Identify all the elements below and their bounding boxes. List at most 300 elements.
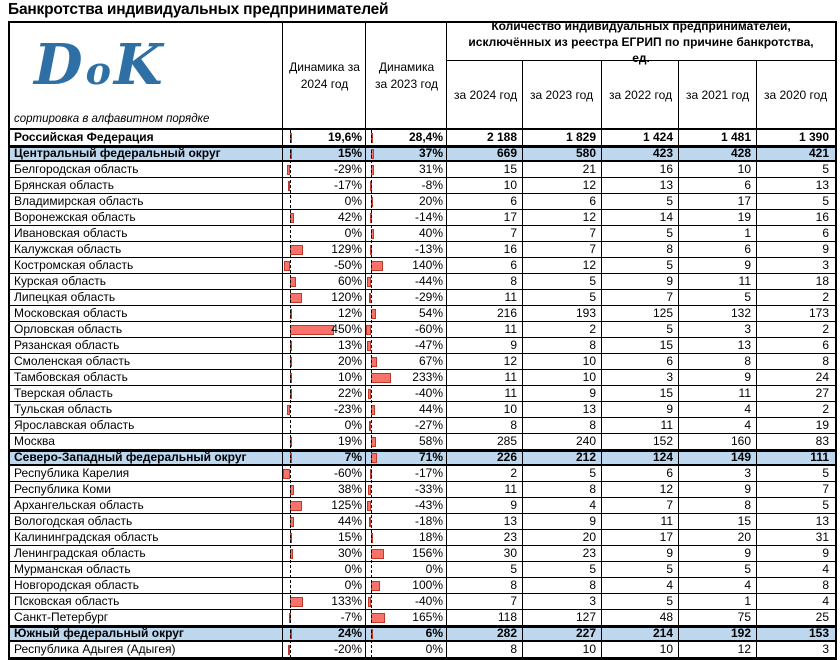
- count-2022-cell: 5: [602, 258, 679, 274]
- count-2021-cell: 5: [679, 562, 757, 578]
- count-2024-cell: 11: [447, 386, 523, 402]
- dynamics-2023-cell: [366, 370, 447, 386]
- dynamics-2024-cell: [283, 562, 366, 578]
- dynamics-value: -40%: [414, 594, 443, 608]
- table-row: [10, 482, 835, 498]
- dynamics-2023-cell: [366, 146, 447, 162]
- count-2022-cell: 10: [602, 642, 679, 658]
- count-2022-cell: 124: [602, 450, 679, 466]
- dynamics-value: -13%: [414, 242, 443, 256]
- dynamics-value: 0%: [344, 194, 362, 208]
- count-2020-cell: 7: [822, 482, 829, 496]
- logo-letter: D: [34, 32, 86, 98]
- dynamics-2024-cell: [283, 546, 366, 562]
- dynamics-value: 44%: [418, 402, 443, 416]
- dynamics-2024-cell: [283, 226, 366, 242]
- dynamics-2023-cell: [366, 402, 447, 418]
- count-2020-cell: 2: [822, 322, 829, 336]
- count-2020-cell: 19: [815, 418, 829, 432]
- dynamics-2023-cell: [366, 578, 447, 594]
- dynamics-2023-cell: [366, 546, 447, 562]
- count-2022-cell: 48: [602, 610, 679, 626]
- count-2021-cell: 8: [679, 354, 757, 370]
- count-2024-cell: 11: [447, 322, 523, 338]
- dynamics-2024-cell: [283, 258, 366, 274]
- region-name-cell: Санкт-Петербург: [10, 610, 283, 626]
- dynamics-2024-cell: [283, 642, 366, 658]
- region-name-cell: Владимирская область: [10, 194, 283, 210]
- logo-letter: o: [85, 48, 114, 93]
- dynamics-value: 0%: [344, 226, 362, 240]
- dynamics-2024-header: Динамика за 2024 год: [283, 23, 366, 128]
- count-2022-cell: 5: [602, 594, 679, 610]
- count-2023-cell: 5: [523, 562, 602, 578]
- dynamics-value: -29%: [414, 290, 443, 304]
- dynamics-2023-cell: [366, 178, 447, 194]
- region-name-cell: Брянская область: [10, 178, 283, 194]
- table-row: [10, 402, 835, 418]
- count-2023-cell: 12: [523, 178, 602, 194]
- table-header: [10, 18, 835, 128]
- count-2024-cell: 30: [447, 546, 523, 562]
- count-2021-cell: 9: [679, 370, 757, 386]
- table-row: [10, 498, 835, 514]
- region-name-cell: Смоленская область: [10, 354, 283, 370]
- count-2021-cell: 3: [679, 466, 757, 482]
- count-2020-cell: 3: [822, 642, 829, 656]
- dynamics-value: -29%: [333, 162, 362, 176]
- table-row: [10, 626, 835, 642]
- dynamics-value: -27%: [414, 418, 443, 432]
- table-row: [10, 146, 835, 162]
- region-name-cell: Калининградская область: [10, 530, 283, 546]
- dynamics-value: 7%: [344, 450, 362, 464]
- dynamics-value: 156%: [412, 546, 443, 560]
- count-2024-cell: 8: [447, 578, 523, 594]
- dynamics-2023-cell: [366, 418, 447, 434]
- region-name-cell: Орловская область: [10, 322, 283, 338]
- count-2021-cell: 20: [679, 530, 757, 546]
- count-2021-cell: 11: [679, 386, 757, 402]
- dynamics-value: 40%: [418, 226, 443, 240]
- dynamics-2024-cell: [283, 530, 366, 546]
- dynamics-2023-cell: [366, 594, 447, 610]
- dynamics-2024-cell: [283, 594, 366, 610]
- table-row: [10, 258, 835, 274]
- count-2022-cell: 12: [602, 482, 679, 498]
- dynamics-2024-cell: [283, 338, 366, 354]
- count-2021-cell: 4: [679, 418, 757, 434]
- count-2021-cell: 8: [679, 498, 757, 514]
- count-2021-cell: 6: [679, 242, 757, 258]
- table-row: [10, 562, 835, 578]
- count-2023-cell: 9: [523, 386, 602, 402]
- dynamics-2024-cell: [283, 162, 366, 178]
- region-name-cell: Калужская область: [10, 242, 283, 258]
- table-row: [10, 338, 835, 354]
- dynamics-2024-cell: [283, 514, 366, 530]
- region-name-cell: Воронежская область: [10, 210, 283, 226]
- count-2022-cell: 1 424: [602, 130, 679, 146]
- region-name-cell: Псковская область: [10, 594, 283, 610]
- dynamics-value: 15%: [337, 530, 362, 544]
- region-name-cell: Рязанская область: [10, 338, 283, 354]
- count-2023-cell: 240: [523, 434, 602, 450]
- count-2022-cell: 16: [602, 162, 679, 178]
- dynamics-bar: [290, 245, 303, 255]
- dynamics-2023-cell: [366, 338, 447, 354]
- dynamics-2023-cell: [366, 498, 447, 514]
- count-2022-cell: 5: [602, 562, 679, 578]
- year-col-header-2022: за 2022 год: [602, 61, 679, 128]
- dynamics-2023-header: Динамика за 2023 год: [366, 23, 447, 128]
- dynamics-value: 19,6%: [327, 130, 362, 144]
- region-name-cell: Северо-Западный федеральный округ: [10, 450, 283, 466]
- logo-cell: [10, 23, 283, 128]
- dynamics-2023-cell: [366, 514, 447, 530]
- dynamics-2024-cell: [283, 482, 366, 498]
- dynamics-value: 31%: [418, 162, 443, 176]
- dynamics-value: -7%: [340, 610, 362, 624]
- count-2020-cell: 24: [815, 370, 829, 384]
- dynamics-value: 28,4%: [408, 130, 443, 144]
- year-col-header-2021: за 2021 год: [679, 61, 757, 128]
- count-2021-cell: 10: [679, 162, 757, 178]
- count-2022-cell: 8: [602, 242, 679, 258]
- dynamics-value: 6%: [425, 626, 443, 640]
- table-row: [10, 306, 835, 322]
- bankruptcy-table: [8, 18, 837, 660]
- dynamics-2024-cell: [283, 450, 366, 466]
- dynamics-bar: [371, 549, 384, 559]
- logo-letter: K: [113, 32, 166, 98]
- dynamics-value: 12%: [337, 306, 362, 320]
- count-2021-cell: 13: [679, 338, 757, 354]
- count-2020-cell: 27: [815, 386, 829, 400]
- table-body: [10, 128, 835, 658]
- count-2024-cell: 2: [447, 466, 523, 482]
- table-row: [10, 610, 835, 626]
- table-row: [10, 418, 835, 434]
- dynamics-2024-cell: [283, 194, 366, 210]
- dynamics-value: -8%: [421, 178, 443, 192]
- count-2023-cell: 1 829: [523, 130, 602, 146]
- count-2024-cell: 7: [447, 226, 523, 242]
- dynamics-value: 20%: [418, 194, 443, 208]
- count-2020-cell: 111: [810, 450, 829, 464]
- count-2020-cell: 18: [815, 274, 829, 288]
- count-2024-cell: 9: [447, 338, 523, 354]
- dynamics-2023-cell: [366, 482, 447, 498]
- count-2022-cell: 15: [602, 386, 679, 402]
- dynamics-2024-cell: [283, 130, 366, 146]
- count-2020-cell: 5: [822, 466, 829, 480]
- count-2023-cell: 8: [523, 482, 602, 498]
- count-2020-cell: 6: [822, 338, 829, 352]
- dynamics-2023-cell: [366, 610, 447, 626]
- count-2022-cell: 11: [602, 418, 679, 434]
- region-name-cell: Костромская область: [10, 258, 283, 274]
- dynamics-value: 19%: [337, 434, 362, 448]
- dynamics-value: 125%: [331, 498, 362, 512]
- dynamics-value: 54%: [418, 306, 443, 320]
- count-2022-cell: 423: [602, 146, 679, 162]
- count-2021-cell: 4: [679, 402, 757, 418]
- dynamics-2024-cell: [283, 610, 366, 626]
- count-2022-cell: 5: [602, 226, 679, 242]
- dynamics-value: -60%: [333, 466, 362, 480]
- dynamics-value: 10%: [337, 370, 362, 384]
- count-2020-cell: 1 390: [798, 130, 829, 144]
- count-2023-cell: 8: [523, 418, 602, 434]
- page-title: Банкротства индивидуальных предпринимателей: [8, 1, 389, 18]
- count-2020-cell: 4: [822, 594, 829, 608]
- count-2024-cell: 2 188: [447, 130, 523, 146]
- dynamics-2023-cell: [366, 194, 447, 210]
- count-2022-cell: 4: [602, 578, 679, 594]
- region-name-cell: Республика Адыгея (Адыгея): [10, 642, 283, 658]
- count-2023-cell: 7: [523, 226, 602, 242]
- dynamics-value: -44%: [414, 274, 443, 288]
- count-2024-cell: 216: [447, 306, 523, 322]
- count-2024-cell: 15: [447, 162, 523, 178]
- dynamics-value: 120%: [331, 290, 362, 304]
- table-row: [10, 578, 835, 594]
- dynamics-2024-cell: [283, 498, 366, 514]
- dynamics-value: 0%: [344, 562, 362, 576]
- count-2022-cell: 9: [602, 274, 679, 290]
- count-2023-cell: 580: [523, 146, 602, 162]
- region-name-cell: Вологодская область: [10, 514, 283, 530]
- count-2023-cell: 10: [523, 642, 602, 658]
- dynamics-2023-cell: [366, 306, 447, 322]
- dynamics-value: -17%: [333, 178, 362, 192]
- dynamics-2024-cell: [283, 322, 366, 338]
- count-2023-cell: 9: [523, 514, 602, 530]
- region-name-cell: Республика Коми: [10, 482, 283, 498]
- table-row: [10, 434, 835, 450]
- dynamics-bar: [371, 261, 383, 271]
- count-2022-cell: 14: [602, 210, 679, 226]
- dynamics-value: 13%: [337, 338, 362, 352]
- count-2020-cell: 25: [815, 610, 829, 624]
- dynamics-value: 67%: [418, 354, 443, 368]
- count-2020-cell: 9: [822, 242, 829, 256]
- count-2020-cell: 16: [815, 210, 829, 224]
- count-2023-cell: 8: [523, 338, 602, 354]
- table-row: [10, 178, 835, 194]
- count-2023-cell: 212: [523, 450, 602, 466]
- table-row: [10, 450, 835, 466]
- dynamics-value: 42%: [337, 210, 362, 224]
- count-2023-cell: 3: [523, 594, 602, 610]
- count-2024-cell: 16: [447, 242, 523, 258]
- dynamics-2023-cell: [366, 274, 447, 290]
- dynamics-2024-cell: [283, 146, 366, 162]
- count-2023-cell: 8: [523, 578, 602, 594]
- count-2021-cell: 15: [679, 514, 757, 530]
- table-row: [10, 130, 835, 146]
- region-name-cell: Центральный федеральный округ: [10, 146, 283, 162]
- dynamics-value: 0%: [344, 418, 362, 432]
- table-row: [10, 530, 835, 546]
- count-2024-cell: 5: [447, 562, 523, 578]
- dynamics-value: 165%: [412, 610, 443, 624]
- count-2024-cell: 8: [447, 642, 523, 658]
- count-2021-cell: 75: [679, 610, 757, 626]
- dynamics-value: -47%: [414, 338, 443, 352]
- count-2021-cell: 428: [679, 146, 757, 162]
- count-2021-cell: 11: [679, 274, 757, 290]
- table-row: [10, 162, 835, 178]
- count-2021-cell: 5: [679, 290, 757, 306]
- count-2024-cell: 8: [447, 274, 523, 290]
- count-2022-cell: 13: [602, 178, 679, 194]
- sort-order-note: сортировка в алфавитном порядке: [14, 113, 210, 125]
- dynamics-2023-cell: [366, 322, 447, 338]
- count-2024-cell: 7: [447, 594, 523, 610]
- count-2021-cell: 1: [679, 594, 757, 610]
- dynamics-2024-cell: [283, 434, 366, 450]
- region-name-cell: Белгородская область: [10, 162, 283, 178]
- count-2020-cell: 13: [815, 178, 829, 192]
- count-2020-cell: 13: [815, 514, 829, 528]
- year-col-header-2023: за 2023 год: [523, 61, 602, 128]
- count-2021-cell: 4: [679, 578, 757, 594]
- dynamics-2023-cell: [366, 354, 447, 370]
- count-2024-cell: 285: [447, 434, 523, 450]
- dynamics-2024-cell: [283, 370, 366, 386]
- dynamics-value: 18%: [418, 530, 443, 544]
- count-2024-cell: 17: [447, 210, 523, 226]
- dynamics-value: 60%: [337, 274, 362, 288]
- dynamics-value: 37%: [418, 146, 443, 160]
- table-row: [10, 354, 835, 370]
- region-name-cell: Москва: [10, 434, 283, 450]
- count-2020-cell: 83: [815, 434, 829, 448]
- dynamics-2023-cell: [366, 258, 447, 274]
- count-2020-cell: 9: [822, 546, 829, 560]
- dynamics-2024-cell: [283, 210, 366, 226]
- count-2024-cell: 12: [447, 354, 523, 370]
- dynamics-2024-cell: [283, 466, 366, 482]
- count-2021-cell: 192: [679, 626, 757, 642]
- dynamics-value: 0%: [344, 578, 362, 592]
- count-2022-cell: 7: [602, 290, 679, 306]
- count-2020-cell: 4: [822, 562, 829, 576]
- count-2024-cell: 118: [447, 610, 523, 626]
- count-group-header: Количество индивидуальных предпринимателей, исключённых из реестра ЕГРИП по причине банкротства, ед.: [447, 23, 835, 61]
- dynamics-value: 22%: [337, 386, 362, 400]
- count-2024-cell: 11: [447, 370, 523, 386]
- dynamics-2023-cell: [366, 530, 447, 546]
- dynamics-bar: [371, 613, 385, 623]
- zero-axis-line-2024: [290, 130, 291, 658]
- count-2020-cell: 5: [822, 162, 829, 176]
- dynamics-value: 71%: [418, 450, 443, 464]
- region-name-cell: Курская область: [10, 274, 283, 290]
- dynamics-bar: [290, 293, 302, 303]
- count-2022-cell: 5: [602, 322, 679, 338]
- count-2022-cell: 214: [602, 626, 679, 642]
- count-2024-cell: 6: [447, 194, 523, 210]
- dynamics-value: -40%: [414, 386, 443, 400]
- dynamics-2023-cell: [366, 290, 447, 306]
- region-name-cell: Ленинградская область: [10, 546, 283, 562]
- dynamics-value: 38%: [337, 482, 362, 496]
- dynamics-value: 20%: [337, 354, 362, 368]
- count-2023-cell: 10: [523, 354, 602, 370]
- count-2020-cell: 3: [822, 258, 829, 272]
- year-col-header-2024: за 2024 год: [447, 61, 523, 128]
- count-2024-cell: 9: [447, 498, 523, 514]
- table-row: [10, 594, 835, 610]
- count-2024-cell: 13: [447, 514, 523, 530]
- dok-logo: [34, 32, 166, 98]
- table-row: [10, 546, 835, 562]
- count-2021-cell: 132: [679, 306, 757, 322]
- dynamics-bar: [371, 373, 391, 383]
- dynamics-2023-cell: [366, 434, 447, 450]
- dynamics-value: -43%: [414, 498, 443, 512]
- count-2023-cell: 20: [523, 530, 602, 546]
- dynamics-value: 140%: [412, 258, 443, 272]
- dynamics-bar: [283, 469, 290, 479]
- dynamics-value: -33%: [414, 482, 443, 496]
- dynamics-value: 58%: [418, 434, 443, 448]
- dynamics-value: 30%: [337, 546, 362, 560]
- dynamics-2023-cell: [366, 162, 447, 178]
- count-2023-cell: 21: [523, 162, 602, 178]
- region-name-cell: Тверская область: [10, 386, 283, 402]
- dynamics-2023-cell: [366, 226, 447, 242]
- count-2022-cell: 152: [602, 434, 679, 450]
- dynamics-2024-cell: [283, 290, 366, 306]
- table-row: [10, 386, 835, 402]
- count-2023-cell: 7: [523, 242, 602, 258]
- dynamics-bar: [290, 597, 303, 607]
- dynamics-2024-cell: [283, 626, 366, 642]
- year-subheader-row: [447, 61, 835, 128]
- count-2020-cell: 5: [822, 498, 829, 512]
- dynamics-2024-cell: [283, 386, 366, 402]
- dynamics-value: 129%: [331, 242, 362, 256]
- count-2023-cell: 127: [523, 610, 602, 626]
- count-2021-cell: 9: [679, 482, 757, 498]
- count-2024-cell: 669: [447, 146, 523, 162]
- dynamics-value: 133%: [331, 594, 362, 608]
- table-row: [10, 242, 835, 258]
- dynamics-2024-cell: [283, 402, 366, 418]
- region-name-cell: Ярославская область: [10, 418, 283, 434]
- zero-axis-line-2023: [371, 130, 372, 658]
- table-row: [10, 226, 835, 242]
- year-col-header-2020: за 2020 год: [764, 87, 828, 102]
- count-2022-cell: 7: [602, 498, 679, 514]
- count-2023-cell: 23: [523, 546, 602, 562]
- dynamics-2023-cell: [366, 562, 447, 578]
- dynamics-2023-cell: [366, 626, 447, 642]
- dynamics-2023-cell: [366, 130, 447, 146]
- dynamics-2024-cell: [283, 274, 366, 290]
- dynamics-value: 100%: [412, 578, 443, 592]
- count-2022-cell: 11: [602, 514, 679, 530]
- dynamics-2023-cell: [366, 466, 447, 482]
- table-row: [10, 210, 835, 226]
- dynamics-value: -17%: [414, 466, 443, 480]
- dynamics-value: -20%: [333, 642, 362, 656]
- count-2021-cell: 6: [679, 178, 757, 194]
